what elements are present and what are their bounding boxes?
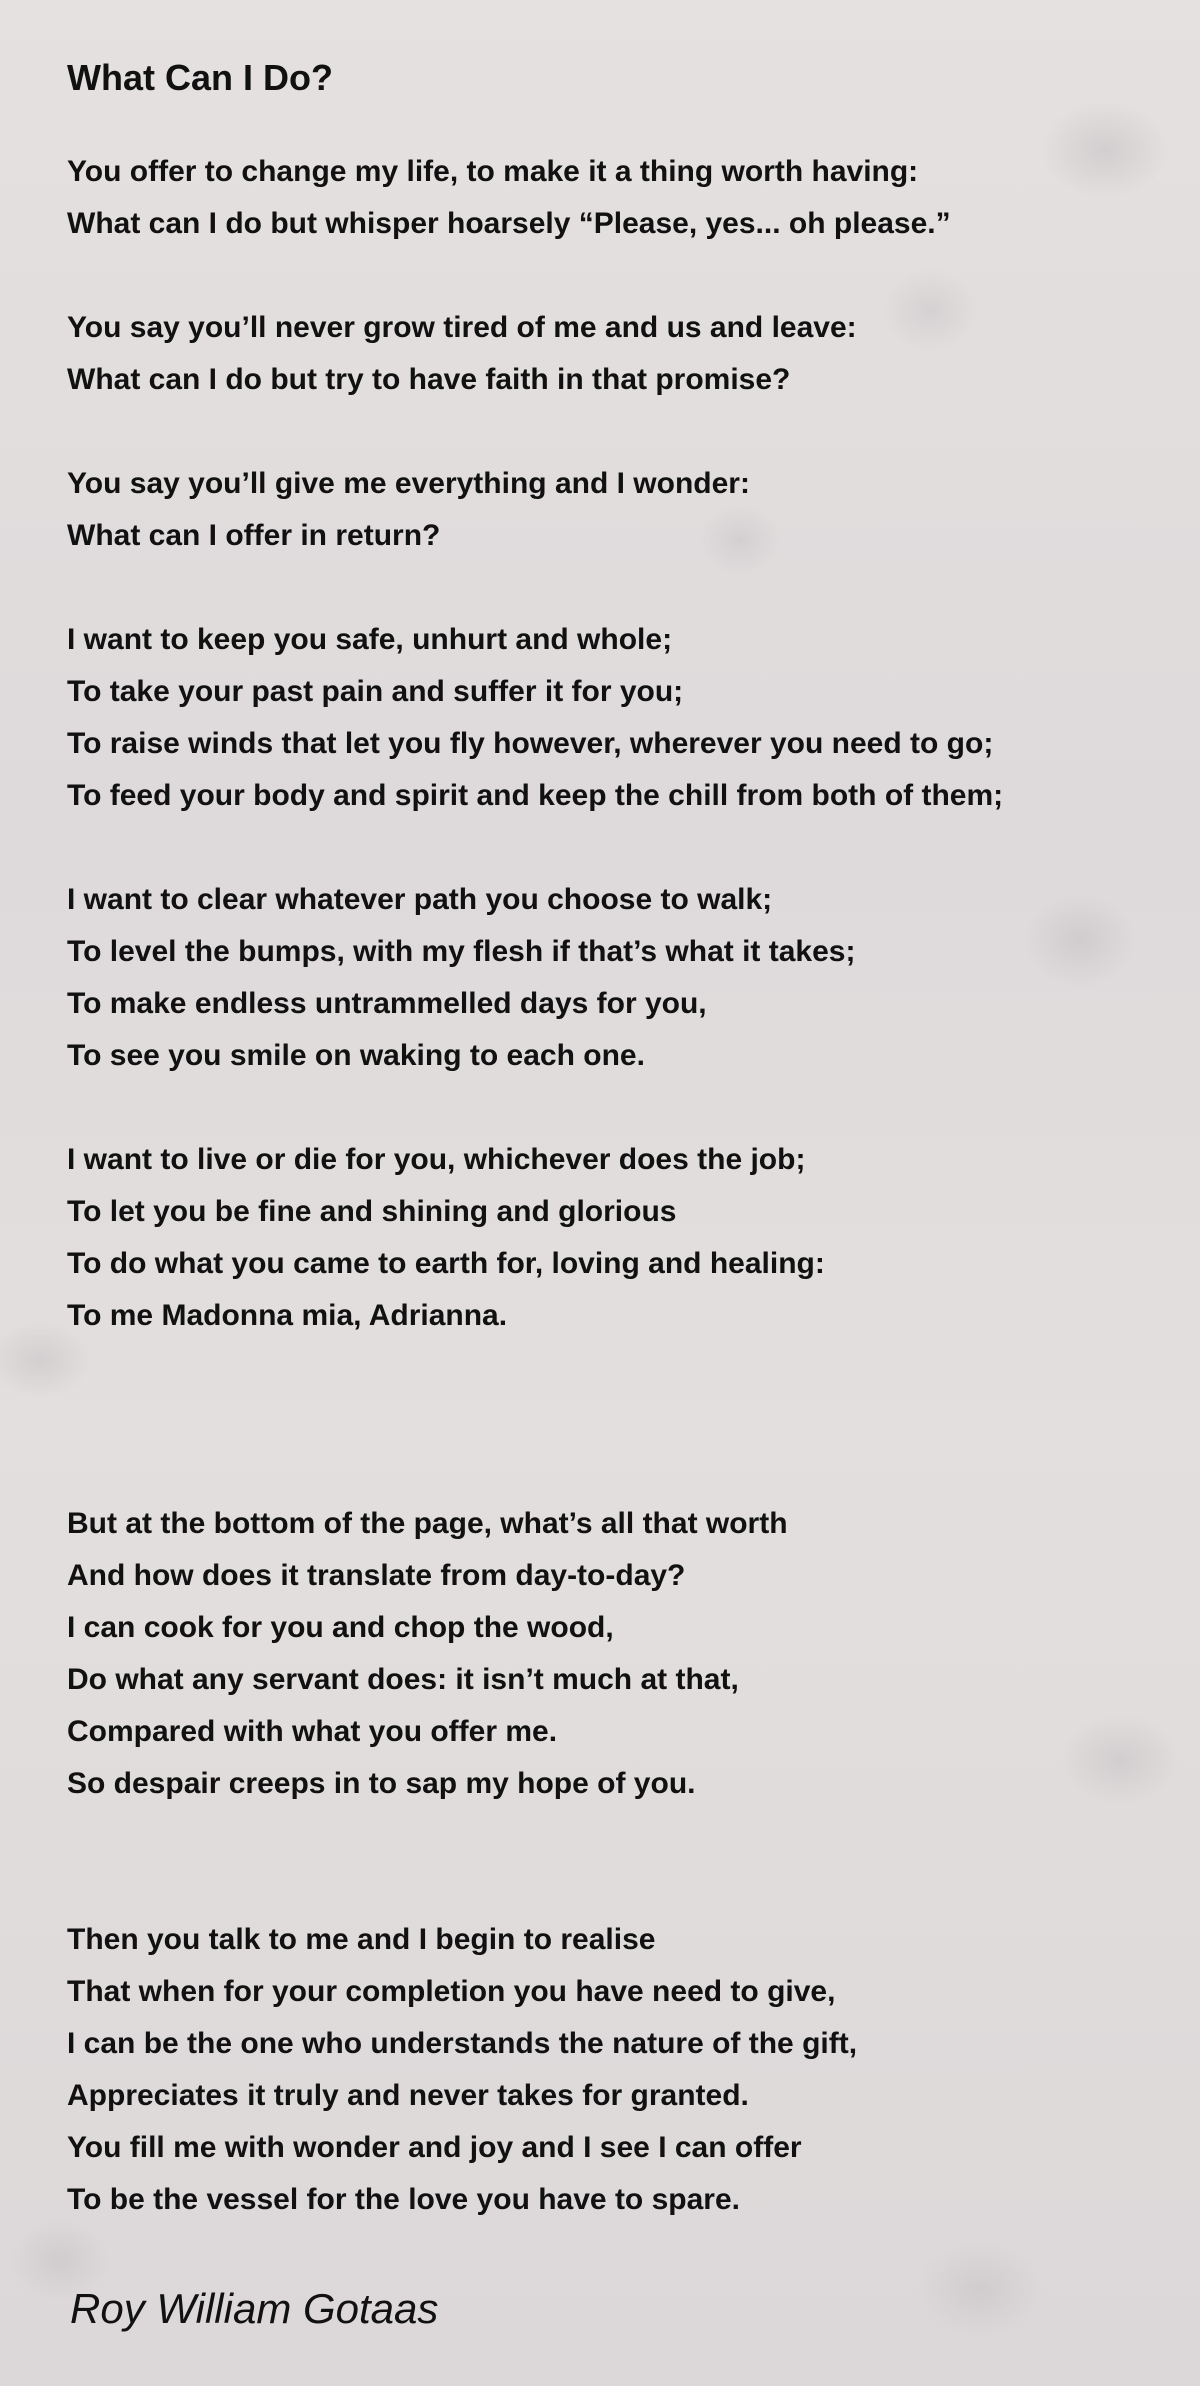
- poem-title: What Can I Do?: [67, 57, 333, 98]
- stanza-2: [67, 302, 1167, 406]
- stanza-7: [67, 1498, 1167, 1810]
- stanza-8: [67, 1914, 1167, 2226]
- poem-line: I want to live or die for you, whichever does the job;: [67, 1143, 806, 1176]
- poem-line: What can I offer in return?: [67, 519, 441, 552]
- poem-body: [67, 146, 1167, 2226]
- poem-line: To take your past pain and suffer it for you;: [67, 675, 684, 708]
- poem-line: So despair creeps in to sap my hope of you.: [67, 1767, 696, 1800]
- poem-line: To see you smile on waking to each one.: [67, 1039, 645, 1072]
- poem-line: But at the bottom of the page, what’s all that worth: [67, 1507, 788, 1540]
- poem-line: I want to keep you safe, unhurt and whole;: [67, 623, 673, 656]
- stanza-4: [67, 614, 1167, 822]
- stanza-3: [67, 458, 1167, 562]
- poem-line: To do what you came to earth for, loving and healing:: [67, 1247, 825, 1280]
- poem-line: To be the vessel for the love you have to spare.: [67, 2183, 740, 2216]
- stanza-5: [67, 874, 1167, 1082]
- poem-author: Roy William Gotaas: [70, 2285, 439, 2332]
- poem-page: [67, 50, 1167, 2337]
- poem-line: I can cook for you and chop the wood,: [67, 1611, 614, 1644]
- poem-line: I can be the one who understands the nature of the gift,: [67, 2027, 858, 2060]
- poem-line: Then you talk to me and I begin to realise: [67, 1923, 656, 1956]
- poem-line: You say you’ll give me everything and I wonder:: [67, 467, 750, 500]
- poem-line: You fill me with wonder and joy and I see I can offer: [67, 2131, 802, 2164]
- poem-line: To level the bumps, with my flesh if that’s what it takes;: [67, 935, 856, 968]
- stanza-1: [67, 146, 1167, 250]
- poem-line: To make endless untrammelled days for you,: [67, 987, 707, 1020]
- poem-line: Compared with what you offer me.: [67, 1715, 558, 1748]
- poem-line: To let you be fine and shining and glorious: [67, 1195, 677, 1228]
- poem-line: To feed your body and spirit and keep the chill from both of them;: [67, 779, 1004, 812]
- poem-line: And how does it translate from day-to-day?: [67, 1559, 686, 1592]
- poem-line: I want to clear whatever path you choose to walk;: [67, 883, 773, 916]
- poem-line: That when for your completion you have need to give,: [67, 1975, 836, 2008]
- stanza-6: [67, 1134, 1167, 1342]
- poem-line: To raise winds that let you fly however, wherever you need to go;: [67, 727, 994, 760]
- poem-line: To me Madonna mia, Adrianna.: [67, 1299, 508, 1332]
- poem-line: Do what any servant does: it isn’t much at that,: [67, 1663, 739, 1696]
- poem-line: You offer to change my life, to make it a thing worth having:: [67, 155, 919, 188]
- poem-line: Appreciates it truly and never takes for granted.: [67, 2079, 749, 2112]
- poem-line: What can I do but try to have faith in that promise?: [67, 363, 791, 396]
- poem-line: What can I do but whisper hoarsely “Please, yes... oh please.”: [67, 207, 951, 240]
- poem-line: You say you’ll never grow tired of me and us and leave:: [67, 311, 857, 344]
